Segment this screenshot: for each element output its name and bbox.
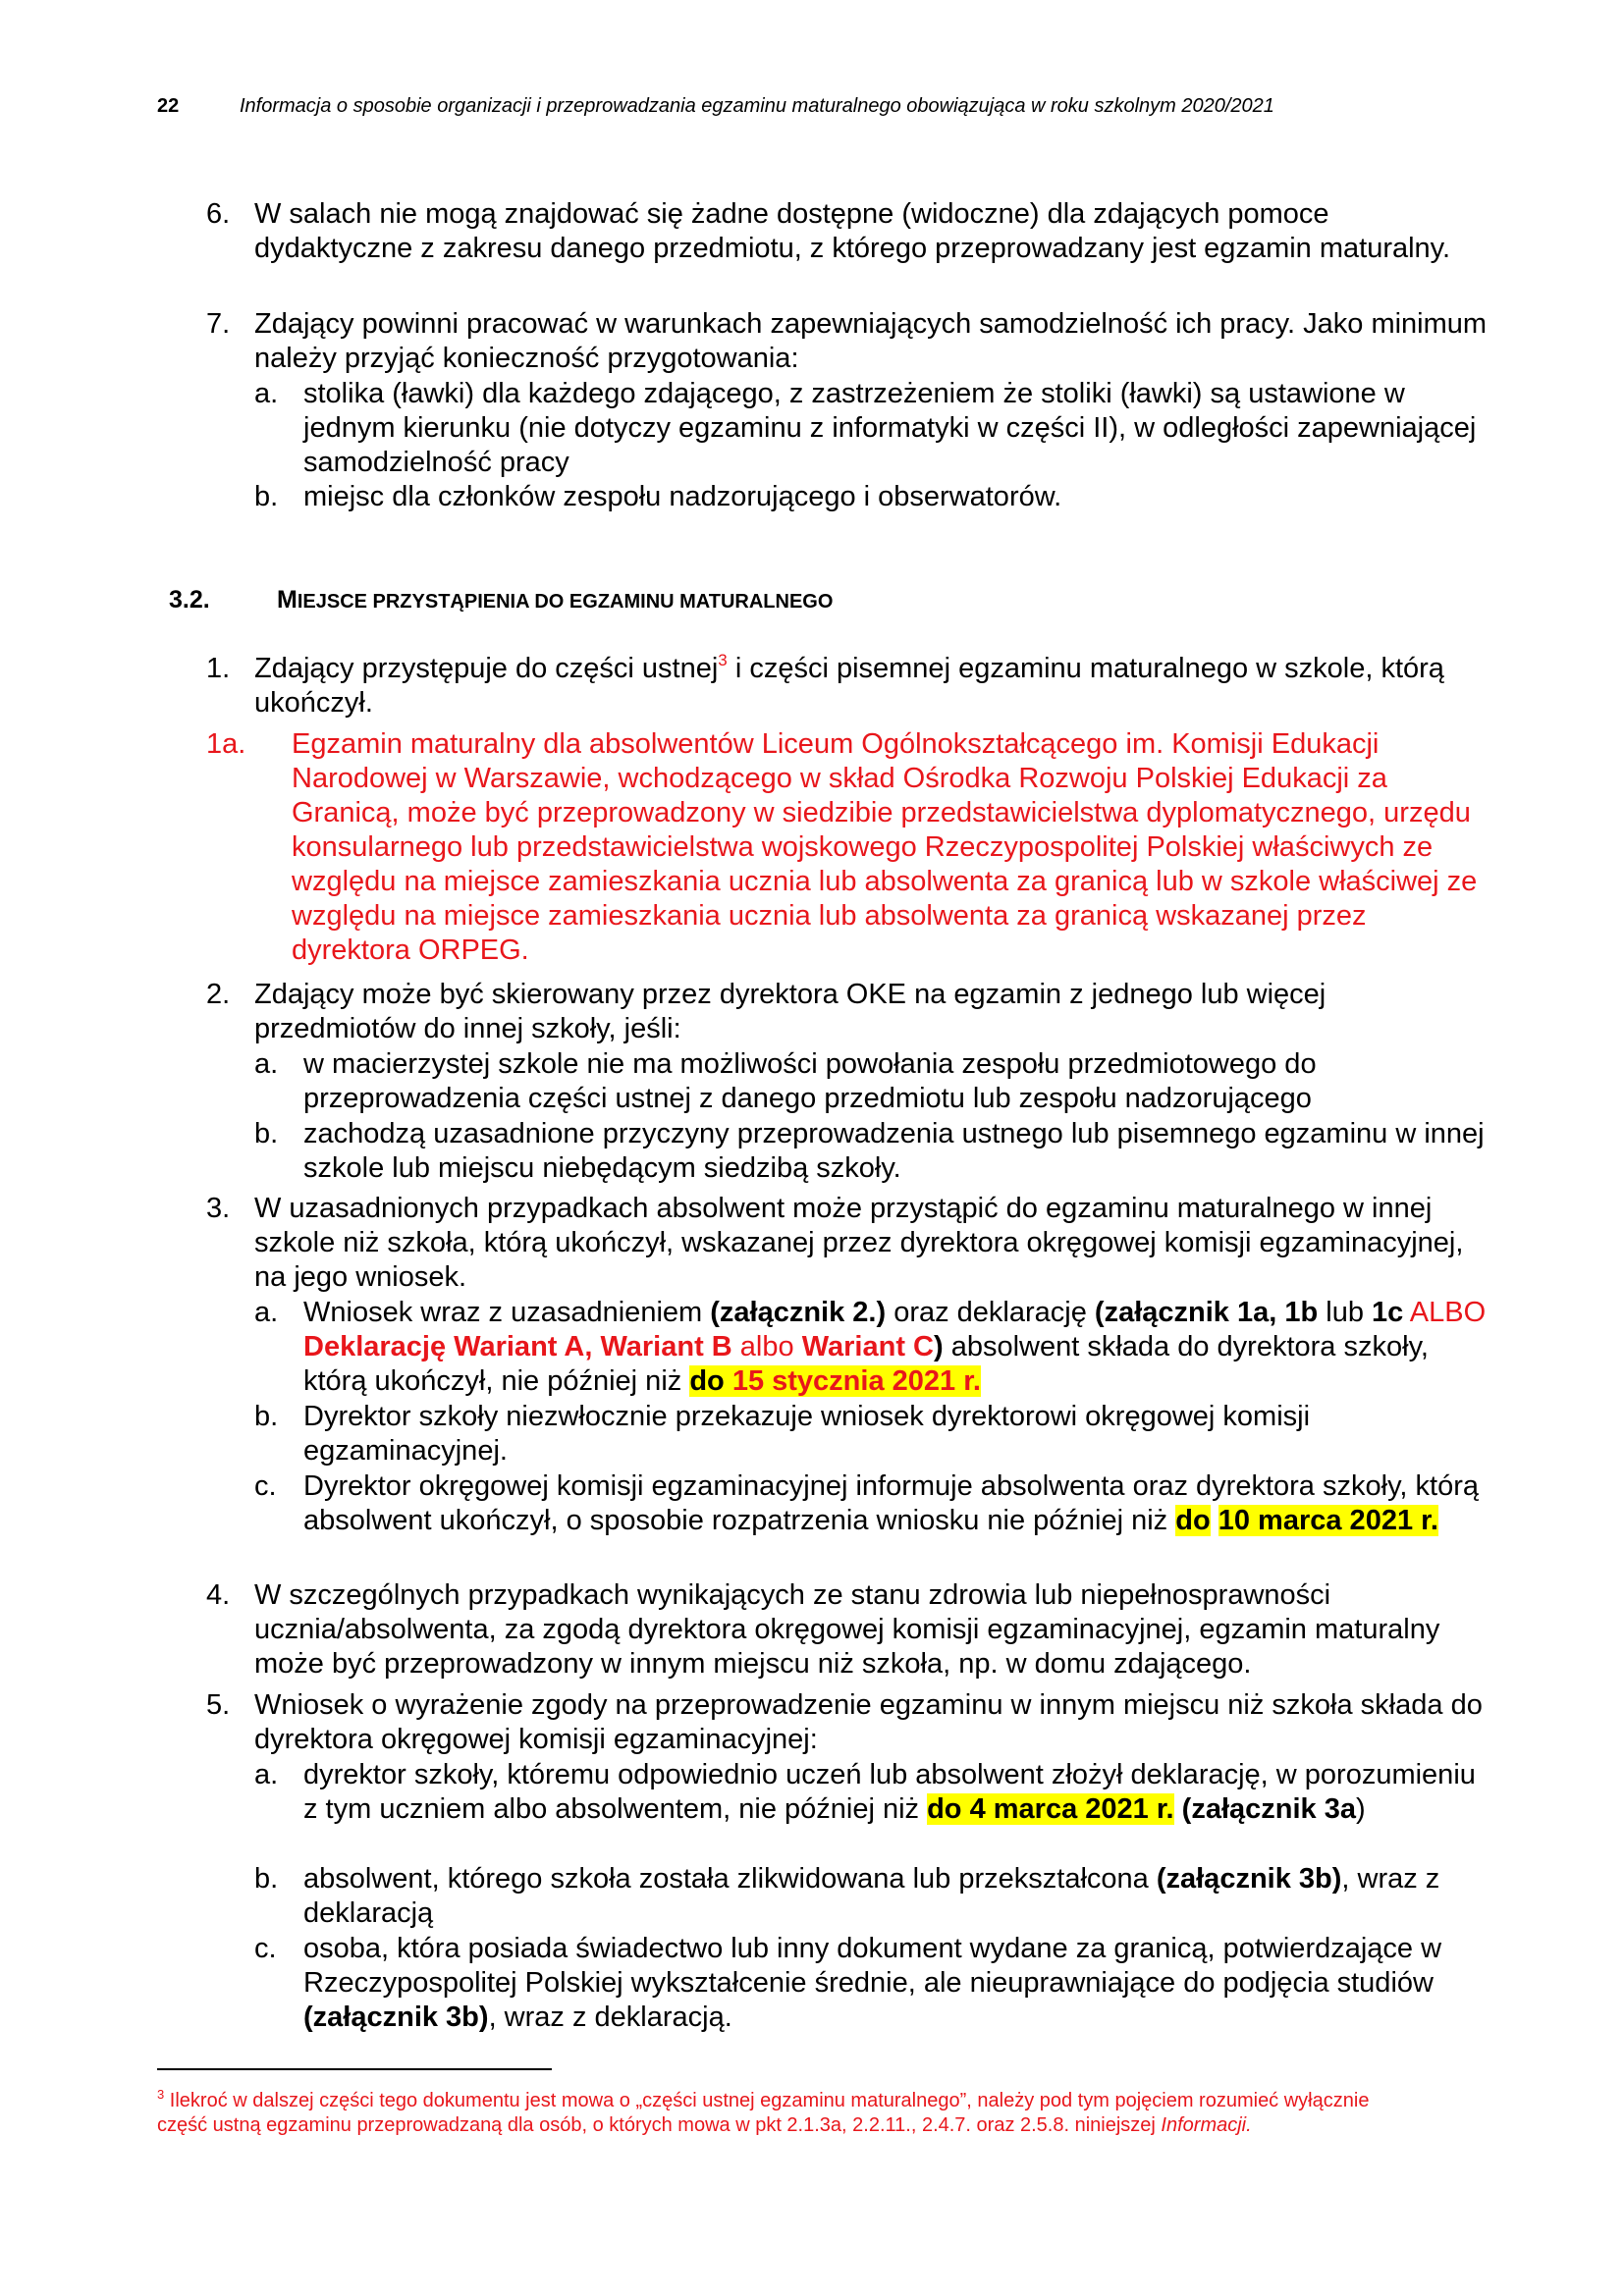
- item-number: 3.: [206, 1193, 231, 1224]
- section-title-initial: M: [277, 586, 298, 614]
- subitem-letter: c.: [254, 1933, 277, 1964]
- subitem-text: osoba, która posiada świadectwo lub inny dokument wydane za granicą, potwierdzające w Rzeczypospolitej Polskiej wykształcenie średnie, ale nieuprawniające do podjęcia studiów (załącznik 3b), wraz z deklaracją.: [303, 1933, 1442, 2033]
- item-text: Egzamin maturalny dla absolwentów Liceum Ogólnokształcącego im. Komisji Edukacji Narodowej w Warszawie, wchodzącego w skład Ośrodka Rozwoju Polskiej Edukacji za Granicą, może być przeprowadzony w siedzibie przedstawicielstwa dyplomatycznego, urzędu konsularnego lub przedstawicielstwa wojskowego Rzeczypospolitej Polskiej właściwych ze względu na miejsce zamieszkania ucznia lub absolwenta za granicą lub w szkole właściwej ze względu na miejsce zamieszkania ucznia lub absolwenta za granicą wskazanej przez dyrektora ORPEG.: [292, 728, 1478, 966]
- item-text: W salach nie mogą znajdować się żadne dostępne (widoczne) dla zdających pomoce dydaktyczne z zakresu danego przedmiotu, z którego przeprowadzany jest egzamin maturalny.: [254, 198, 1451, 264]
- subitem-text: dyrektor szkoły, któremu odpowiednio uczeń lub absolwent złożył deklarację, w porozumieniu z tym uczniem albo absolwentem, nie później niż do 4 marca 2021 r. (załącznik 3a): [303, 1759, 1476, 1825]
- footnote-mark: 3: [157, 2087, 165, 2102]
- subitem-text: Wniosek wraz z uzasadnieniem (załącznik 2.) oraz deklarację (załącznik 1a, 1b lub 1c ALBO Deklarację Wariant A, Wariant B albo Wariant C) absolwent składa do dyrektora szkoły, którą ukończył, nie później niż do 15 stycznia 2021 r.: [303, 1297, 1487, 1397]
- footnote: $^3$ Ilekroć w dalszej części tego dokumentu jest mowa o „części ustnej egzaminu maturalnego”, należy pod tym pojęciem rozumieć wyłącznie część ustną egzaminu przeprowadzaną dla osób, o których mowa w pkt 2.1.3a, 2.2.11., 2.4.7. oraz 2.5.8. niniejszej Informacji.: [157, 2087, 1370, 2136]
- item-number: 1a.: [206, 728, 246, 760]
- item-text: Zdający może być skierowany przez dyrektora OKE na egzamin z jednego lub więcej przedmiotów do innej szkoły, jeśli:: [254, 979, 1326, 1044]
- subitem-letter: a.: [254, 1048, 279, 1080]
- deadline-highlight: do: [1175, 1505, 1211, 1536]
- subitem-letter: c.: [254, 1470, 277, 1502]
- section-title-rest: IEJSCE PRZYSTĄPIENIA DO EGZAMINU MATURALNEGO: [297, 591, 834, 613]
- subitem-letter: a.: [254, 1759, 279, 1790]
- item-number: 4.: [206, 1579, 231, 1611]
- subitem-text: Dyrektor okręgowej komisji egzaminacyjnej informuje absolwenta oraz dyrektora szkoły, którą absolwent ukończył, o sposobie rozpatrzenia wniosku nie później niż do 10 marca 2021 r.: [303, 1470, 1480, 1536]
- subitem-letter: b.: [254, 1401, 279, 1432]
- subitem-text: miejsc dla członków zespołu nadzorującego i obserwatorów.: [303, 481, 1062, 512]
- item-number: 7.: [206, 308, 231, 340]
- subitem-text: stolika (ławki) dla każdego zdającego, z zastrzeżeniem że stoliki (ławki) są ustawione w jednym kierunku (nie dotyczy egzaminu z informatyki w części II), w odległości zapewniającej samodzielność pracy: [303, 378, 1477, 478]
- item-text: Zdający powinni pracować w warunkach zapewniających samodzielność ich pracy. Jako minimum należy przyjąć konieczność przygotowania:: [254, 308, 1488, 374]
- subitem-text: w macierzystej szkole nie ma możliwości powołania zespołu przedmiotowego do przeprowadzenia części ustnej z danego przedmiotu lub zespołu nadzorującego: [303, 1048, 1317, 1114]
- subitem-letter: b.: [254, 481, 279, 512]
- item-text: W uzasadnionych przypadkach absolwent może przystąpić do egzaminu maturalnego w innej szkole niż szkoła, którą ukończył, wskazanej przez dyrektora okręgowej komisji egzaminacyjnej, na jego wniosek.: [254, 1193, 1464, 1293]
- page-header: [157, 95, 1274, 118]
- item-text: Wniosek o wyrażenie zgody na przeprowadzenie egzaminu w innym miejscu niż szkoła składa do dyrektora okręgowej komisji egzaminacyjnej:: [254, 1689, 1483, 1755]
- page-number: 22: [157, 95, 180, 117]
- item-number: 1.: [206, 653, 231, 684]
- subitem-letter: b.: [254, 1863, 279, 1895]
- item-number: 2.: [206, 979, 231, 1010]
- item-number: 6.: [206, 198, 231, 230]
- section-number: 3.2.: [169, 586, 210, 614]
- item-number: 5.: [206, 1689, 231, 1721]
- deadline-highlight: do 4 marca 2021 r.: [927, 1793, 1174, 1825]
- subitem-letter: a.: [254, 1297, 279, 1328]
- subitem-text: absolwent, którego szkoła została zlikwidowana lub przekształcona (załącznik 3b), wraz z deklaracją: [303, 1863, 1440, 1929]
- subitem-text: zachodzą uzasadnione przyczyny przeprowadzenia ustnego lub pisemnego egzaminu w innej szkole lub miejscu niebędącym siedzibą szkoły.: [303, 1118, 1485, 1184]
- subitem-letter: b.: [254, 1118, 279, 1149]
- header-title: Informacja o sposobie organizacji i przeprowadzania egzaminu maturalnego obowiązująca w roku szkolnym 2020/2021: [240, 95, 1274, 117]
- subitem-text: Dyrektor szkoły niezwłocznie przekazuje wniosek dyrektorowi okręgowej komisji egzaminacyjnej.: [303, 1401, 1311, 1467]
- footnote-separator: [157, 2068, 552, 2070]
- footnote-ref: 3: [718, 651, 728, 669]
- section-heading: [169, 586, 833, 614]
- subitem-letter: a.: [254, 378, 279, 409]
- deadline-highlight: 10 marca 2021 r.: [1218, 1505, 1438, 1536]
- deadline-highlight: do 15 stycznia 2021 r.: [689, 1365, 981, 1397]
- item-text: W szczególnych przypadkach wynikających ze stanu zdrowia lub niepełnosprawności ucznia/absolwenta, za zgodą dyrektora okręgowej komisji egzaminacyjnej, egzamin maturalny może być przeprowadzony w innym miejscu niż szkoła, np. w domu zdającego.: [254, 1579, 1440, 1680]
- item-text: Zdający przystępuje do części ustnej$^3$ i części pisemnej egzaminu maturalnego w szkole, którą ukończył.: [254, 651, 1444, 719]
